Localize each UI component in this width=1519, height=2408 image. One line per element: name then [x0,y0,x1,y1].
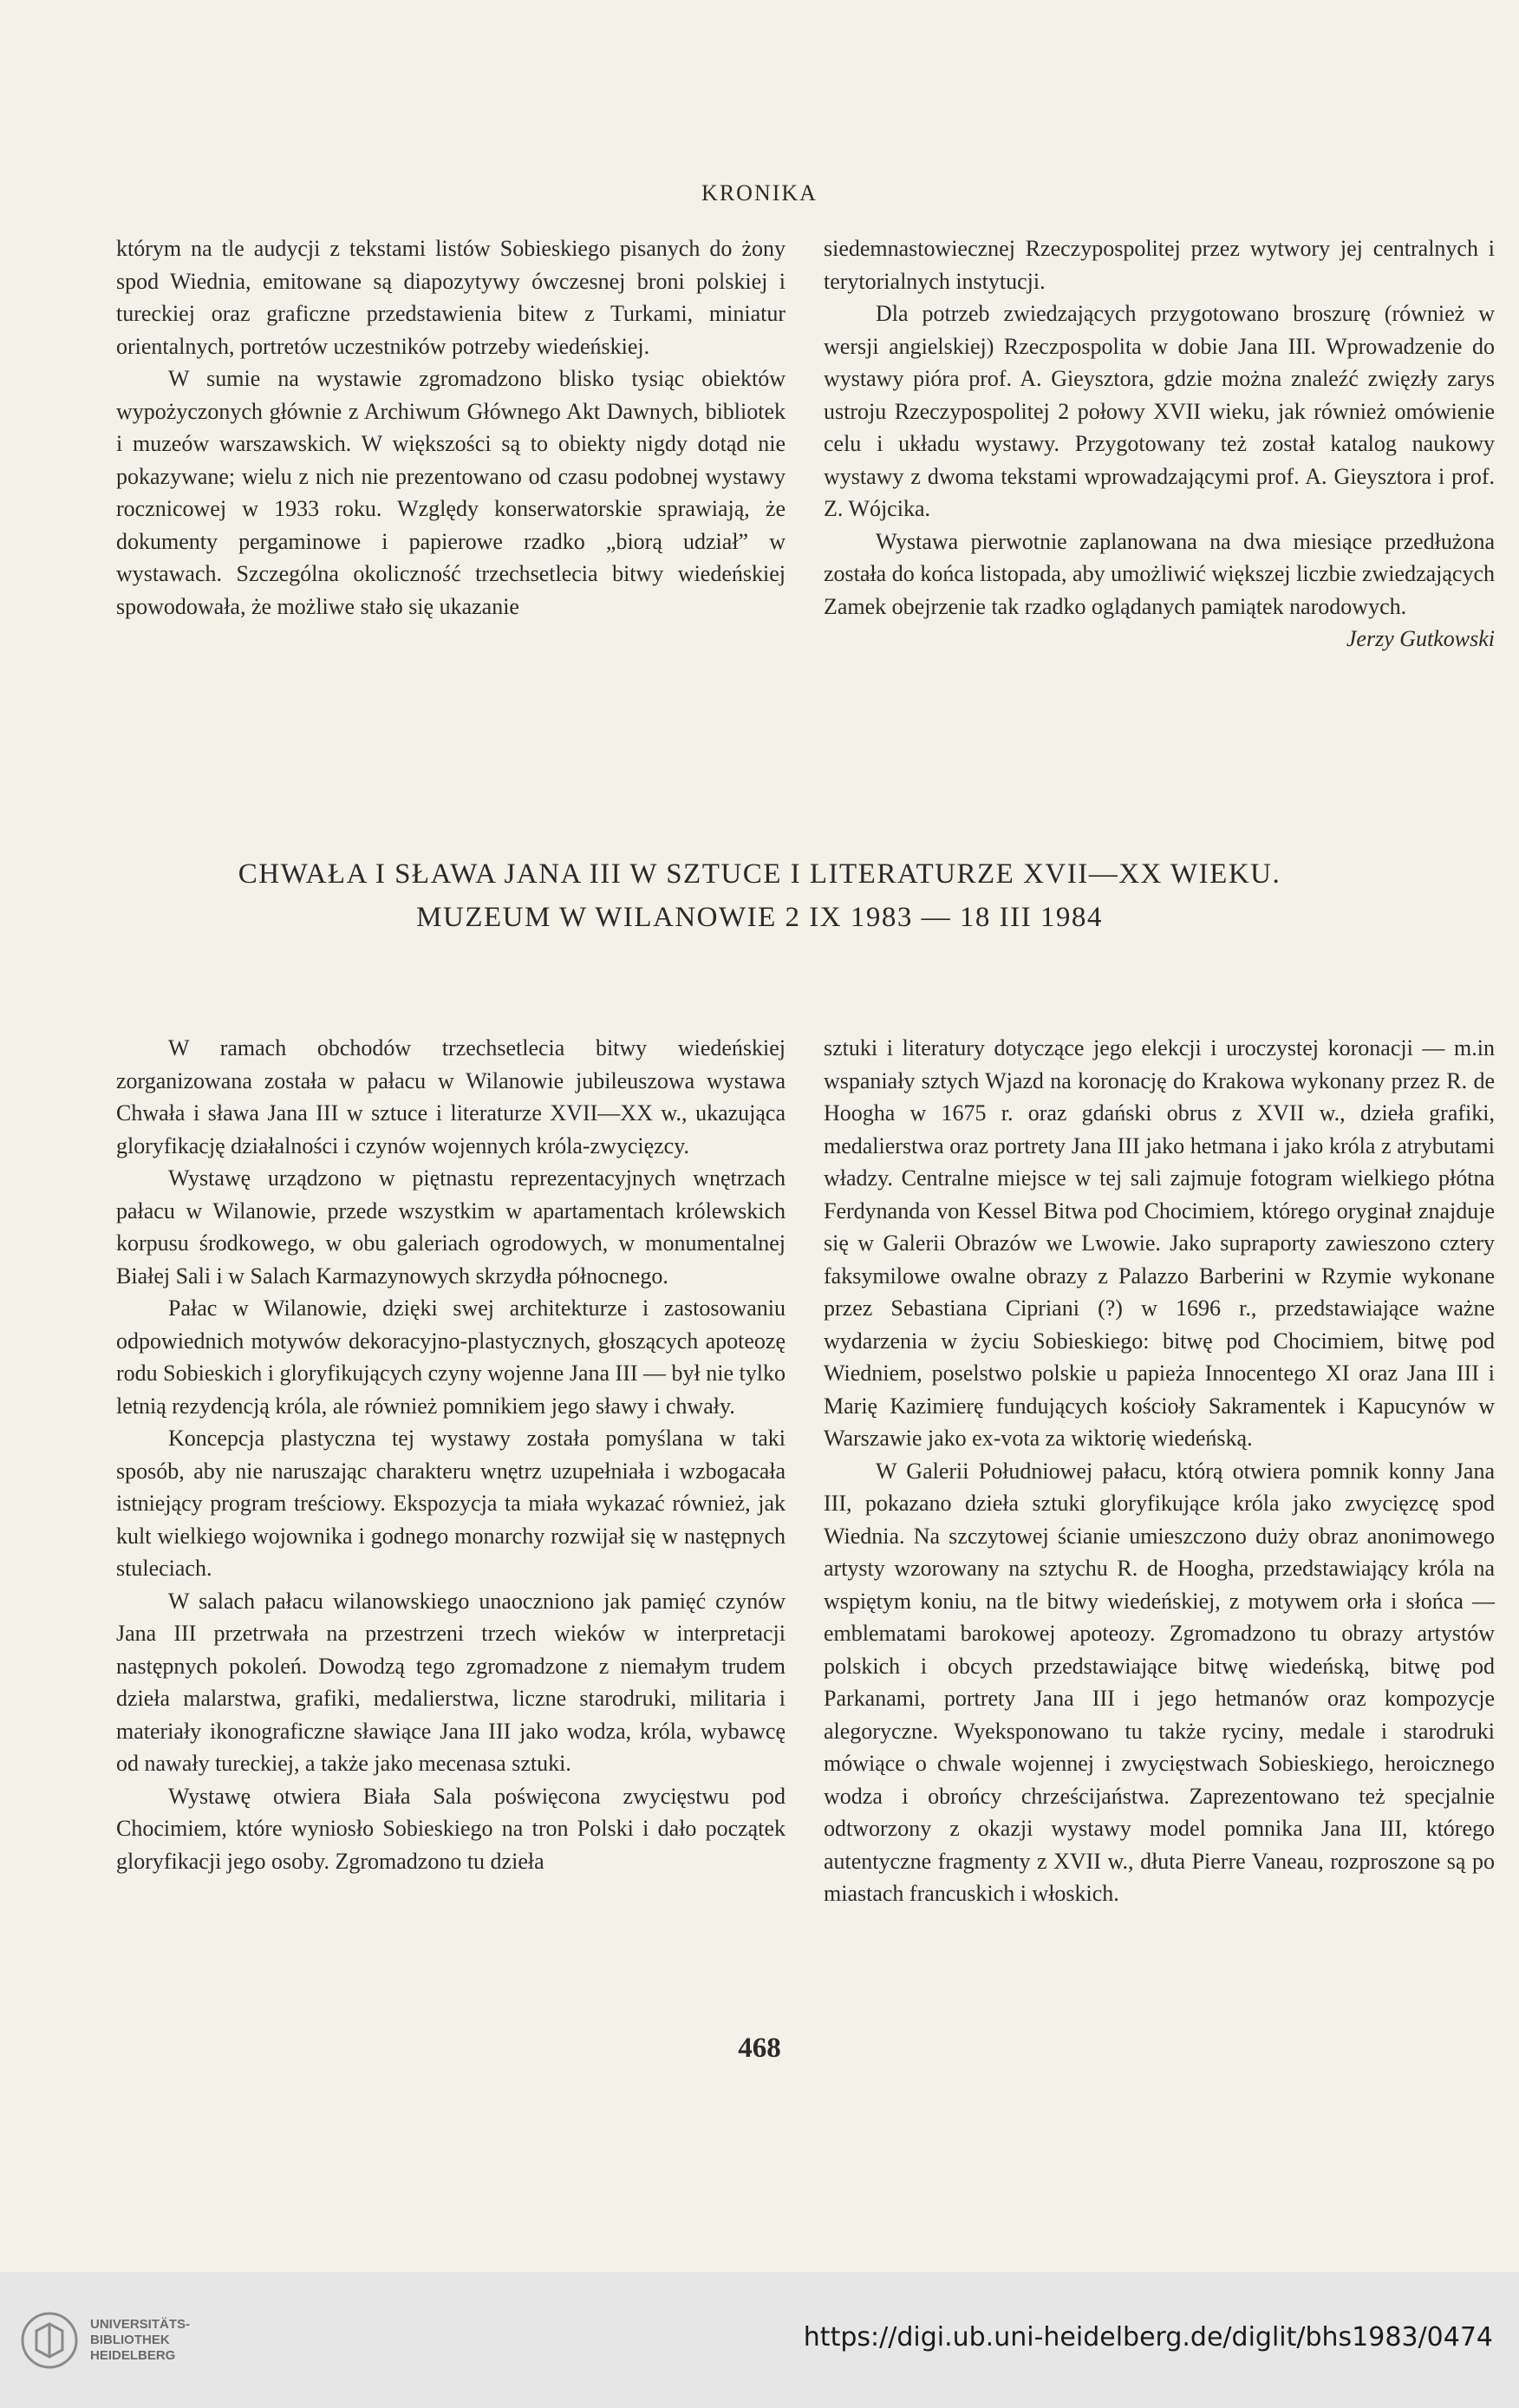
university-library-logo-icon [21,2312,78,2369]
paragraph: Wystawę urządzono w piętnastu reprezentacyjnych wnętrzach pałacu w Wilanowie, przede wszystkim w apartamentach królewskich korpusu środkowego, w obu galeriach ogrodowych, w monumentalnej Białej Sali i w Salach Karmazynowych skrzydła północnego. [116,1165,786,1289]
page-number: 468 [738,2033,781,2064]
source-url-link[interactable]: https://digi.ub.uni-heidelberg.de/diglit/bhs1983/0474 [803,2322,1493,2353]
viewer-footer [0,2272,1519,2408]
paragraph: siedemnastowiecznej Rzeczypospolitej przez wytwory jej centralnych i terytorialnych instytucji. [824,236,1495,294]
paragraph: sztuki i literatury dotyczące jego elekcji i uroczystej koronacji — m.in wspaniały sztych Wjazd na koronację do Krakowa wykonany przez R. de Hoogha w 1675 r. oraz gdański obrus z XVII w., dzieła grafiki, medalierstwa oraz portrety Jana III jako hetmana i jako króla z atrybutami władzy. Centralne miejsce w tej sali zajmuje fotogram wielkiego płótna Ferdynanda von Kessel Bitwa pod Chocimiem, którego oryginał znajduje się w Galerii Obrazów we Lwowie. Jako supraporty zawieszono cztery faksymilowe owalne obrazy z Palazzo Barberini w Rzymie wykonane przez Sebastiana Cipriani (?) w 1696 r., przedstawiające ważne wydarzenia w życiu Sobieskiego: bitwę pod Chocimiem, bitwę pod Wiedniem, poselstwo polskie u papieża Innocentego XI oraz Jana III i Marię Kazimierę fundujących kościoły Sakramentek i Kapucynów w Warszawie jako ex-vota za wiktorię wiedeńską. [824,1035,1495,1451]
paragraph: Wystawę otwiera Biała Sala poświęcona zwycięstwu pod Chocimiem, które wyniosło Sobieskiego na tron Polski i dało początek gloryfikacji jego osoby. Zgromadzono tu dzieła [116,1783,786,1874]
paragraph: Pałac w Wilanowie, dzięki swej architekturze i zastosowaniu odpowiednich motywów dekoracyjno-plastycznych, głoszących apoteozę rodu Sobieskich i gloryfikujących czyny wojenne Jana III — był nie tylko letnią rezydencją króla, ale również pomnikiem jego sławy i chwały. [116,1295,786,1419]
section-title: CHWAŁA I SŁAWA JANA III W SZTUCE I LITERATURZE XVII—XX WIEKU. [238,858,1281,890]
paragraph: którym na tle audycji z tekstami listów Sobieskiego pisanych do żony spod Wiednia, emitowane są diapozytywy ówczesnej broni polskiej i tureckiej oraz graficzne przedstawienia bitew z Turkami, miniatur orientalnych, portretów uczestników potrzeby wiedeńskiej. [116,236,786,359]
paragraph: W salach pałacu wilanowskiego unaoczniono jak pamięć czynów Jana III przetrwała na przestrzeni trzech wieków w interpretacji następnych pokoleń. Dowodzą tego zgromadzone z niemałym trudem dzieła malarstwa, grafiki, medalierstwa, liczne starodruki, militaria i materiały ikonograficzne sławiące Jana III jako wodza, króla, wybawcę od nawały tureckiej, a także jako mecenasa sztuki. [116,1588,786,1776]
running-header: KRONIKA [701,180,818,206]
bottom-left-column [116,1032,786,1877]
top-right-column [824,232,1495,656]
library-name: UNIVERSITÄTS- BIBLIOTHEK HEIDELBERG [90,2317,191,2363]
paragraph: Wystawa pierwotnie zaplanowana na dwa miesiące przedłużona została do końca listopada, aby umożliwić większej liczbie zwiedzających Zamek obejrzenie tak rzadko oglądanych pamiątek narodowych. [824,528,1495,619]
paragraph: W sumie na wystawie zgromadzono blisko tysiąc obiektów wypożyczonych głównie z Archiwum Głównego Akt Dawnych, bibliotek i muzeów warszawskich. W większości są to obiekty nigdy dotąd nie pokazywane; wielu z nich nie prezentowano od czasu podobnej wystawy rocznicowej w 1933 roku. Względy konserwatorskie sprawiają, że dokumenty pergaminowe i papierowe rzadko „biorą udział” w wystawach. Szczególna okoliczność trzechsetlecia bitwy wiedeńskiej spowodowała, że możliwe stało się ukazanie [116,366,786,619]
section-subtitle: MUZEUM W WILANOWIE 2 IX 1983 — 18 III 1984 [416,902,1103,933]
top-left-column [116,232,786,623]
paragraph: W ramach obchodów trzechsetlecia bitwy wiedeńskiej zorganizowana została w pałacu w Wilanowie jubileuszowa wystawa Chwała i sława Jana III w sztuce i literaturze XVII—XX w., ukazująca gloryfikację działalności i czynów wojennych króla-zwycięzcy. [116,1035,786,1158]
bottom-right-column [824,1032,1495,1910]
paragraph: W Galerii Południowej pałacu, którą otwiera pomnik konny Jana III, pokazano dzieła sztuki gloryfikujące króla jako zwycięzcę spod Wiednia. Na szczytowej ścianie umieszczono duży obraz anonimowego artysty wzorowany na sztychu R. de Hoogha, przedstawiający króla na wspiętym koniu, na tle bitwy wiedeńskiej, z motywem orła i słońca — emblematami barokowej apoteozy. Zgromadzono tu obrazy artystów polskich i obcych przedstawiające bitwę wiedeńską, bitwę pod Parkanami, portrety Jana III i jego hetmanów oraz kompozycje alegoryczne. Wyeksponowano tu także ryciny, medale i starodruki mówiące o chwale wojennej i zwycięstwach Sobieskiego, heroicznego wodza i obrońcy chrześcijaństwa. Zaprezentowano też specjalnie odtworzony z okazji wystawy model pomnika Jana III, którego autentyczne fragmenty z XVII w., dłuta Pierre Vaneau, rozproszone są po miastach francuskich i włoskich. [824,1458,1495,1906]
article-author: Jerzy Gutkowski [1346,626,1495,651]
paragraph: Dla potrzeb zwiedzających przygotowano broszurę (również w wersji angielskiej) Rzeczpospolita w dobie Jana III. Wprowadzenie do wystawy pióra prof. A. Gieysztora, gdzie można znaleźć zwięzły zarys ustroju Rzeczypospolitej 2 połowy XVII wieku, jak również omówienie celu i układu wystawy. Przygotowany też został katalog naukowy wystawy z dwoma tekstami wprowadzającymi prof. A. Gieysztora i prof. Z. Wójcika. [824,301,1495,521]
paragraph: Koncepcja plastyczna tej wystawy została pomyślana w taki sposób, aby nie naruszając charakteru wnętrz uzupełniała i wzbogacała istniejący program treściowy. Ekspozycja ta miała wykazać również, jak kult wielkiego wojownika i godnego monarchy rozwijał się w następnych stuleciach. [116,1426,786,1581]
